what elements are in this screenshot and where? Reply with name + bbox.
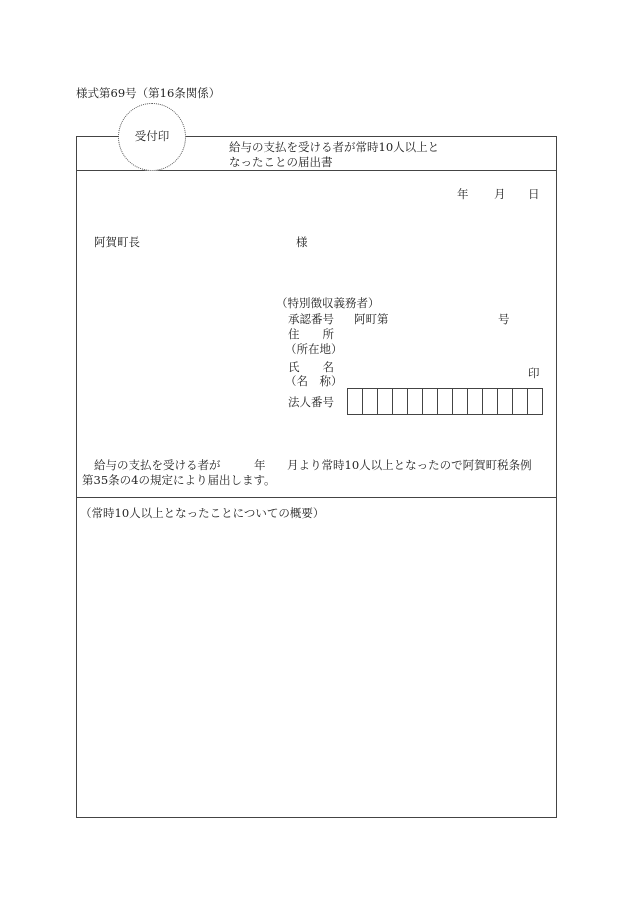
corporate-number-digit-box[interactable] (482, 388, 498, 415)
statement-year: 年 (254, 458, 266, 472)
corporate-number-digit-box[interactable] (527, 388, 543, 415)
address-label: 住 所 (288, 327, 334, 341)
corporate-number-digit-box[interactable] (392, 388, 408, 415)
corporate-number-digit-box[interactable] (377, 388, 393, 415)
corporate-number-digit-box[interactable] (467, 388, 483, 415)
corporate-number-label: 法人番号 (288, 395, 334, 409)
seal-mark: 印 (528, 366, 540, 380)
date-year: 年 (457, 187, 469, 201)
approval-number-prefix: 阿町第 (354, 312, 389, 326)
name-sublabel: （名 称） (285, 374, 343, 388)
corporate-number-digit-box[interactable] (437, 388, 453, 415)
corporate-number-digit-box[interactable] (497, 388, 513, 415)
summary-heading: （常時10人以上となったことについての概要） (80, 506, 325, 520)
corporate-number-digit-box[interactable] (452, 388, 468, 415)
statement-part3: 月より常時10人以上となったので阿賀町税条例 (287, 458, 532, 472)
form-number: 様式第69号（第16条関係） (76, 86, 221, 100)
approval-number-label: 承認番号 (288, 312, 334, 326)
date-day: 日 (528, 187, 540, 201)
form-title-line2: なったことの届出書 (229, 155, 333, 169)
corporate-number-digit-box[interactable] (512, 388, 528, 415)
name-label: 氏 名 (288, 360, 334, 374)
reception-stamp-circle (118, 103, 186, 171)
addressee-honorific: 様 (296, 235, 308, 249)
address-sublabel: （所在地） (285, 342, 343, 356)
corporate-number-digit-box[interactable] (407, 388, 423, 415)
form-title-line1: 給与の支払を受ける者が常時10人以上と (229, 140, 440, 154)
approval-number-suffix: 号 (498, 312, 510, 326)
statement-line2: 第35条の4の規定により届出します。 (82, 473, 276, 487)
statement-divider (77, 497, 556, 498)
corporate-number-digit-box[interactable] (347, 388, 363, 415)
obligor-heading: （特別徴収義務者） (276, 296, 380, 310)
corporate-number-digit-box[interactable] (362, 388, 378, 415)
addressee-name: 阿賀町長 (94, 235, 140, 249)
statement-part1: 給与の支払を受ける者が (94, 458, 221, 472)
corporate-number-boxes (347, 388, 543, 415)
date-month: 月 (494, 187, 506, 201)
reception-stamp-label: 受付印 (134, 129, 170, 143)
corporate-number-digit-box[interactable] (422, 388, 438, 415)
